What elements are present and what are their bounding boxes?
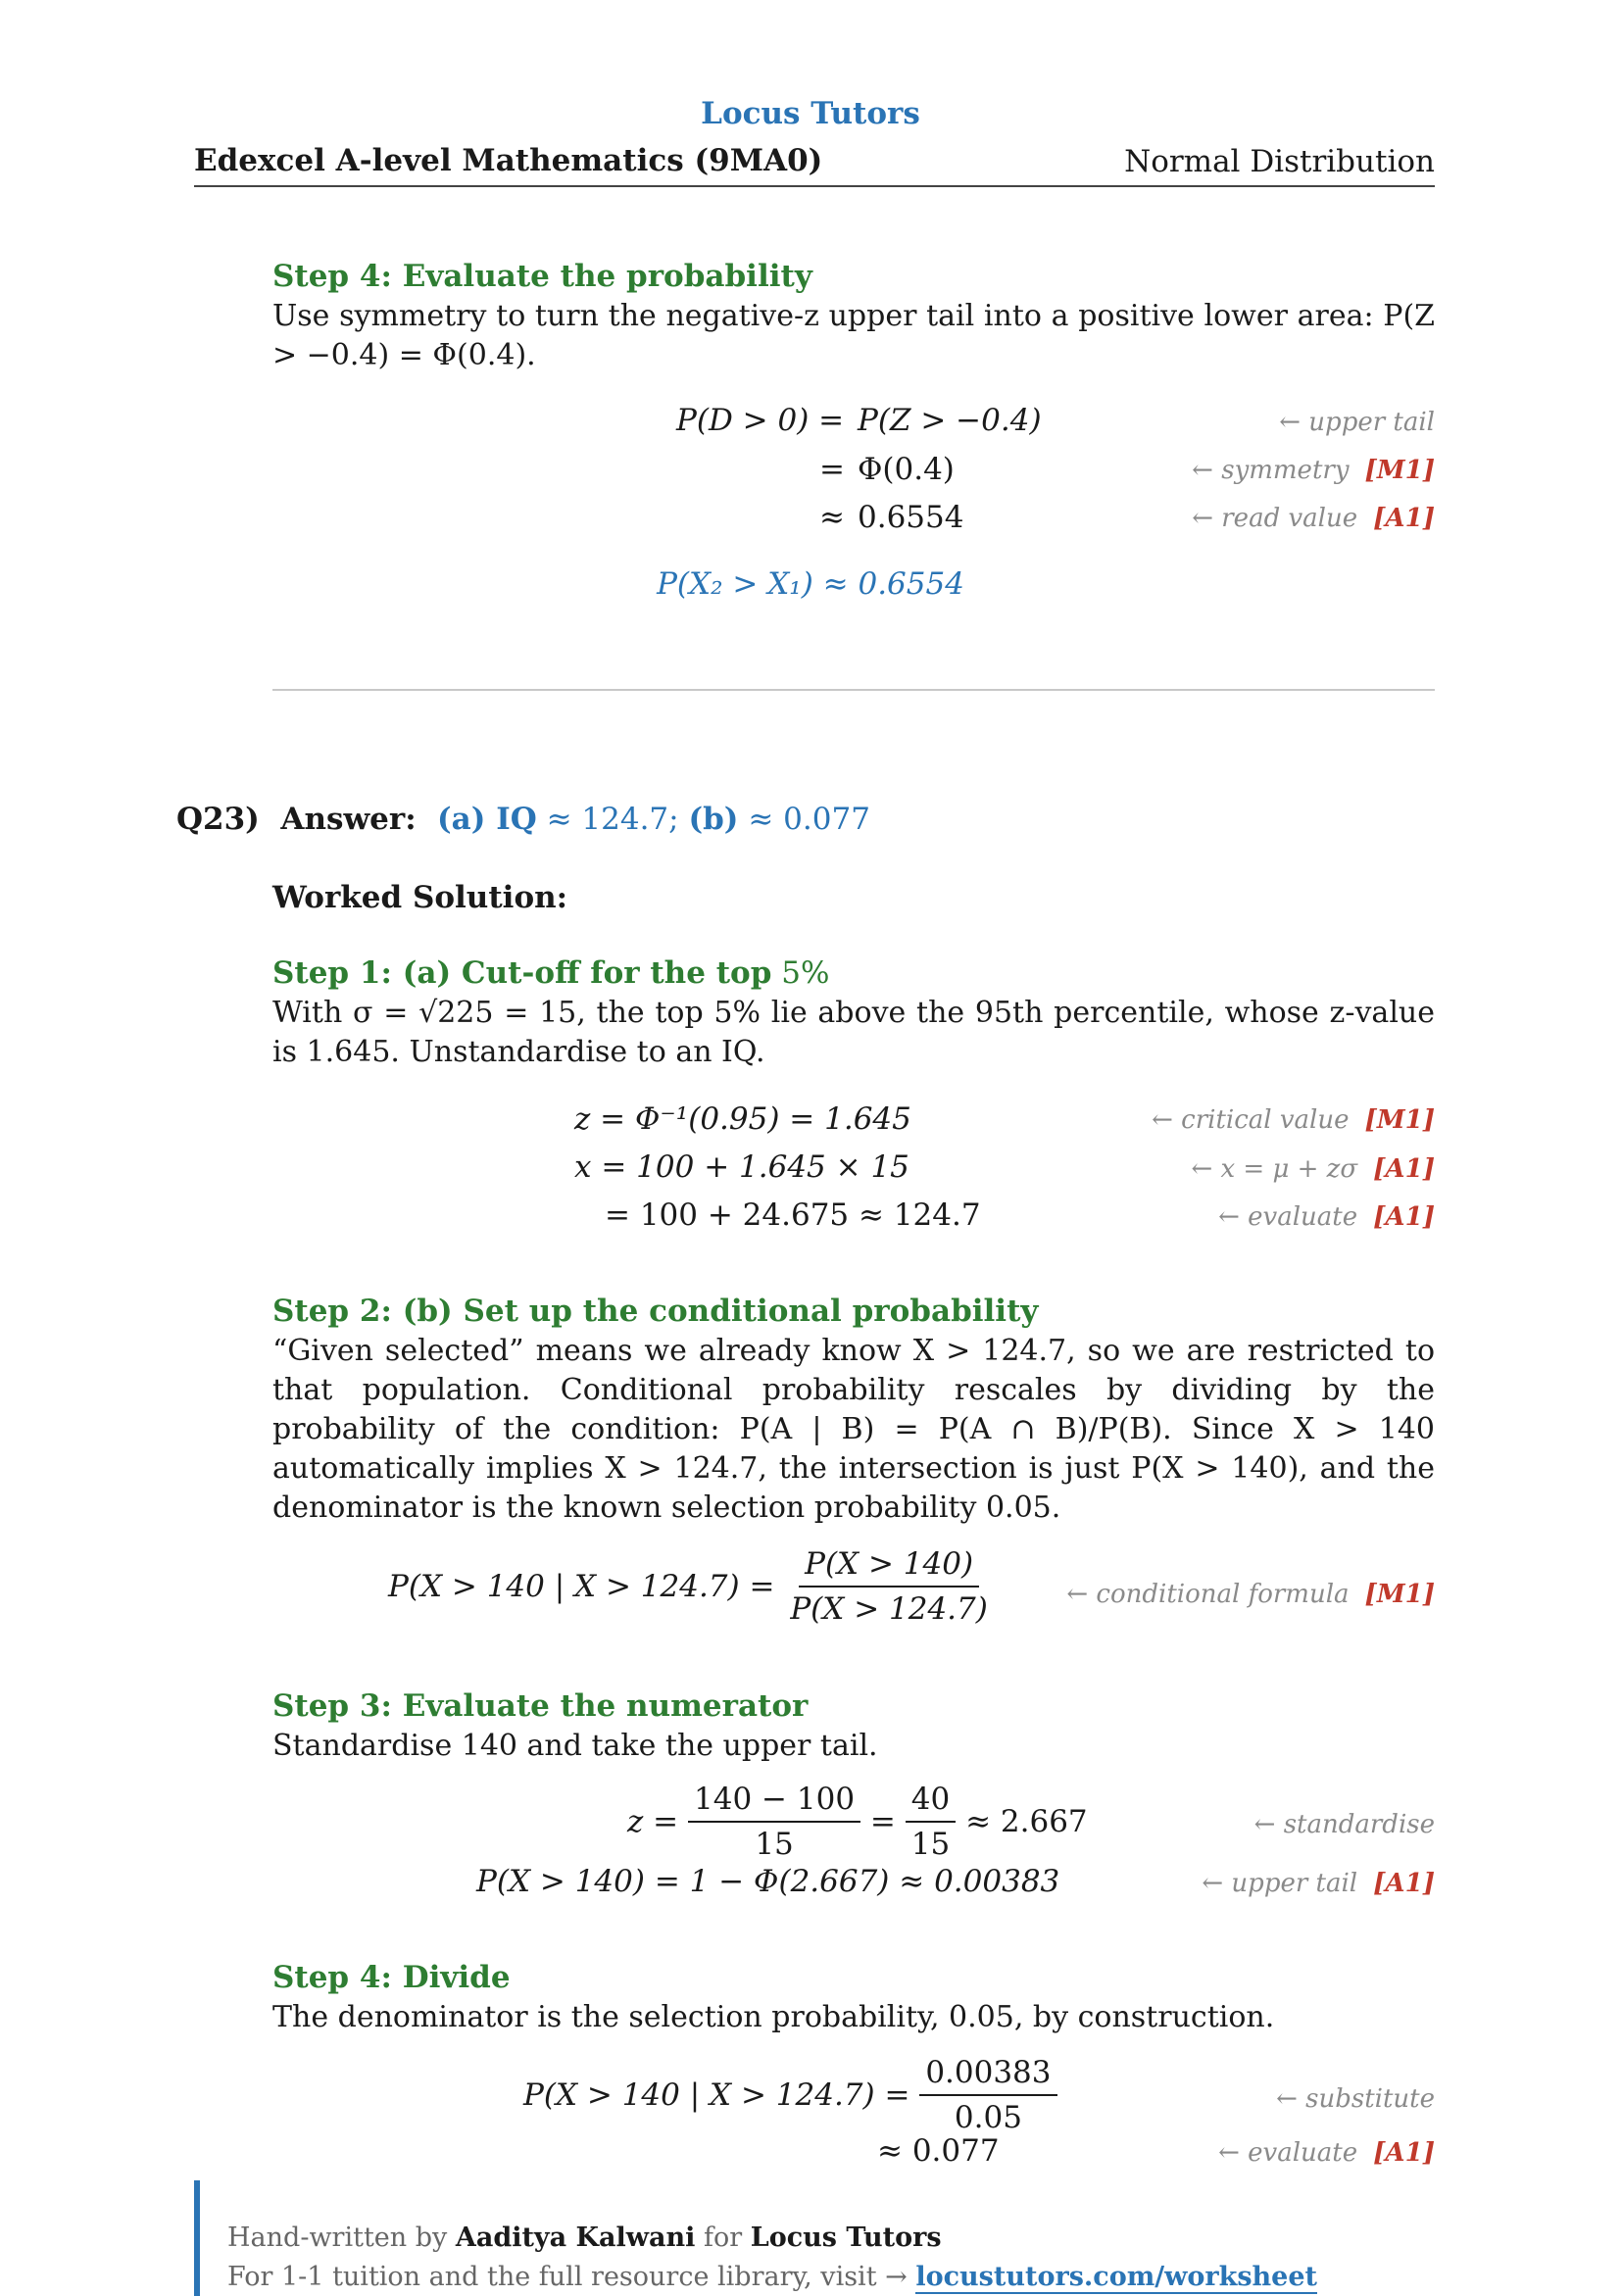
worked-solution-heading: Worked Solution: <box>272 880 568 915</box>
worksheet-link[interactable]: locustutors.com/worksheet <box>915 2262 1318 2292</box>
step3-z-note: ← standardise <box>1253 1810 1435 1839</box>
step1-line1: z = Φ⁻¹(0.95) = 1.645 <box>574 1101 911 1137</box>
prev-step4-line1-rhs: P(Z > −0.4) <box>858 403 1042 438</box>
fraction: $\frac{140 - 100}{15}$ <box>688 1782 860 1862</box>
question-answer: (a) IQ ≈ 124.7; (b) ≈ 0.077 <box>437 802 870 837</box>
fraction: $\frac{40}{15}$ <box>906 1782 956 1862</box>
footer-credit: Hand-written by Aaditya Kalwani for Locus Tutors <box>227 2223 942 2253</box>
brand-title: Locus Tutors <box>701 96 920 131</box>
step1-line1-note: ← critical value [M1] <box>1152 1105 1435 1135</box>
step2-note: ← conditional formula [M1] <box>1066 1580 1435 1609</box>
step1-line3: = 100 + 24.675 ≈ 124.7 <box>605 1197 981 1233</box>
question-label: Q23) Answer: <box>176 802 417 837</box>
course-title: Edexcel A-level Mathematics (9MA0) <box>194 143 823 178</box>
mark-m1: [M1] <box>1364 1580 1435 1609</box>
mark-a1: [A1] <box>1373 504 1435 533</box>
step3-title: Step 3: Evaluate the numerator <box>272 1688 809 1724</box>
mark-a1: [A1] <box>1373 2138 1435 2168</box>
step2-text: “Given selected” means we already know X > 124.7, so we are restricted to that population. Conditional probability rescales by dividing by the probability of the condition: P(A | B) = P(A ∩ B)/P(B). Since X > 140 automatically implies X > 124.7, the intersection is just P(X > 140), and the denominator is the known selection probability 0.05. <box>272 1334 1435 1525</box>
footer-visit: For 1-1 tuition and the full resource library, visit → locustutors.com/worksheet <box>227 2262 1318 2292</box>
prev-step4-text: Use symmetry to turn the negative-z upper tail into a positive lower area: P(Z > −0.4) = Φ(0.4). <box>272 299 1435 372</box>
mark-a1: [A1] <box>1373 1202 1435 1232</box>
prev-step4-line3-note: ← read value [A1] <box>1192 504 1435 533</box>
mark-m1: [M1] <box>1364 456 1435 485</box>
header-rule <box>194 185 1435 187</box>
prev-step4-line2-rhs: Φ(0.4) <box>858 452 955 487</box>
step1-title: Step 1: (a) Cut-off for the top 5% <box>272 955 830 991</box>
step3-p-line: P(X > 140) = 1 − Φ(2.667) ≈ 0.00383 <box>476 1864 1060 1899</box>
step2-equation: P(X > 140 | X > 124.7) = $\frac{P(X > 140)}{P(X > 124.7)}$ <box>388 1546 994 1627</box>
step4-equation: P(X > 140 | X > 124.7) = $\frac{0.00383}{0.05}$ <box>523 2055 1057 2135</box>
step3-p-note: ← upper tail [A1] <box>1202 1869 1435 1898</box>
step4-text: The denominator is the selection probability, 0.05, by construction. <box>272 2000 1275 2034</box>
prev-step4-title: Step 4: Evaluate the probability <box>272 259 812 294</box>
prev-step4-result: P(X₂ > X₁) ≈ 0.6554 <box>657 566 964 602</box>
step1-line3-note: ← evaluate [A1] <box>1218 1202 1435 1232</box>
step4-result: ≈ 0.077 <box>877 2133 1000 2169</box>
step4-sub-note: ← substitute <box>1276 2084 1435 2114</box>
step1-text: With σ = √225 = 15, the top 5% lie above the 95th percentile, whose z-value is 1.645. Unstandardise to an IQ. <box>272 996 1435 1069</box>
prev-step4-line1-lhs: P(D > 0) = <box>676 403 845 438</box>
prev-step4-line2-note: ← symmetry [M1] <box>1192 456 1435 485</box>
mark-a1: [A1] <box>1373 1869 1435 1898</box>
prev-step4-line3-lhs: ≈ <box>819 500 845 535</box>
prev-step4-line1-note: ← upper tail <box>1279 408 1435 437</box>
step1-line2: x = 100 + 1.645 × 15 <box>574 1149 909 1185</box>
step3-text: Standardise 140 and take the upper tail. <box>272 1729 878 1763</box>
prev-step4-line3-rhs: 0.6554 <box>858 500 964 535</box>
prev-step4-line2-lhs: = <box>819 452 845 487</box>
topic-title: Normal Distribution <box>1124 144 1435 179</box>
step4-title: Step 4: Divide <box>272 1960 511 1995</box>
question-separator <box>272 689 1435 691</box>
fraction: $\frac{P(X > 140)}{P(X > 124.7)}$ <box>790 1546 988 1627</box>
step1-line2-note: ← x = μ + zσ [A1] <box>1191 1154 1435 1184</box>
step2-title: Step 2: (b) Set up the conditional probability <box>272 1294 1039 1329</box>
step4-res-note: ← evaluate [A1] <box>1218 2138 1435 2168</box>
step3-z-equation: z = $\frac{140 - 100}{15}$ = $\frac{40}{15}$ ≈ 2.667 <box>627 1782 1088 1862</box>
mark-m1: [M1] <box>1364 1105 1435 1135</box>
fraction: $\frac{0.00383}{0.05}$ <box>919 2055 1056 2135</box>
footer-accent-bar <box>194 2180 200 2296</box>
mark-a1: [A1] <box>1373 1154 1435 1184</box>
